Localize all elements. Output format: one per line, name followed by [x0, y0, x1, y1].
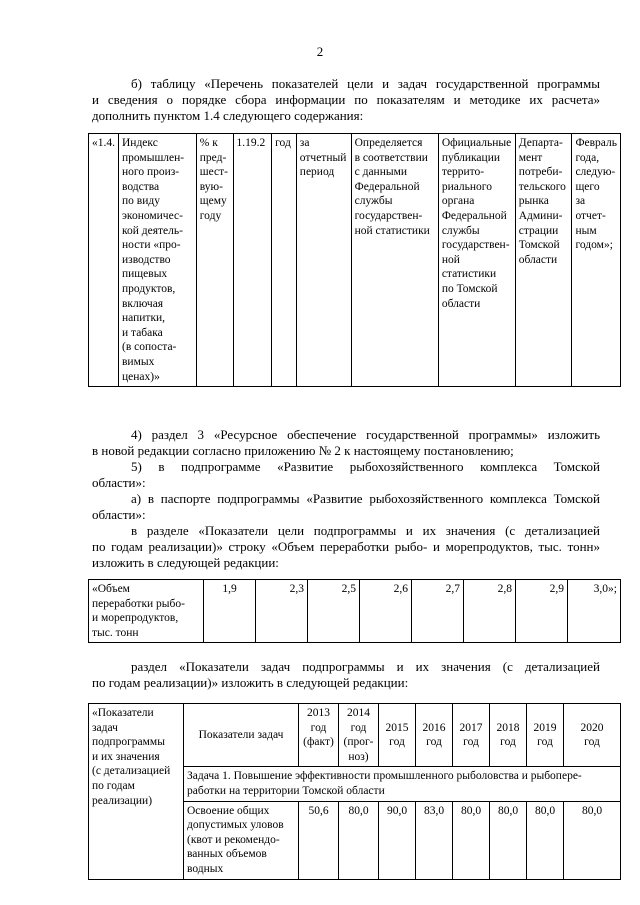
cell-task-title: Задача 1. Повышение эффективности промышленного рыболовства и рыбопере- работки на территории Томской области	[184, 767, 621, 801]
cell-value: 2,5	[308, 580, 360, 643]
cell-value: 2,9	[516, 580, 568, 643]
cell-value: 2,6	[360, 580, 412, 643]
text-line: а) в паспорте подпрограммы «Развитие рыбохозяйственного комплекса Томской	[131, 491, 600, 506]
cell-code: 1.19.2	[233, 134, 272, 387]
cell-year: 2017 год	[453, 704, 490, 767]
cell-year: 2014 год (прог- ноз)	[339, 704, 379, 767]
page-number: 2	[316, 44, 324, 59]
cell-value: 80,0	[339, 801, 379, 879]
cell-method: Определяется в соответствии с данными Федеральной службы государствен- ной статистики	[351, 134, 438, 387]
cell-row-label: Освоение общих допустимых уловов (квот и рекомендо- ванных объемов водных	[184, 801, 299, 879]
cell-value: 80,0	[527, 801, 564, 879]
indicator-table	[88, 133, 621, 387]
text-line: изложить в следующей редакции:	[92, 555, 279, 570]
table-row	[89, 134, 621, 387]
cell-value: 2,8	[464, 580, 516, 643]
cell-label: «Объем переработки рыбо- и морепродуктов, тыс. тонн	[89, 580, 204, 643]
cell-year: 2015 год	[379, 704, 416, 767]
cell-year: 2018 год	[490, 704, 527, 767]
cell-left-header: «Показатели задач подпрограммы и их значения (с детализацией по годам реализации)	[89, 704, 184, 880]
paragraph-goal-indicators	[92, 523, 600, 571]
text-line: 4) раздел 3 «Ресурсное обеспечение государственной программы» изложить	[131, 427, 600, 442]
text-line: б) таблицу «Перечень показателей цели и задач государственной программы	[131, 76, 600, 91]
processing-volume-table	[88, 579, 621, 643]
cell-value: 80,0	[490, 801, 527, 879]
cell-indicator: Индекс промышлен- ного произ- водства по виду экономичес- кой деятель- ности «про- изводство пищевых продуктов, включая напитки, и табака (в сопоста- вимых ценах)»	[119, 134, 197, 387]
text-line: дополнить пунктом 1.4 следующего содержания:	[92, 108, 364, 123]
text-line: в новой редакции согласно приложению № 2 к настоящему постановлению;	[92, 443, 514, 458]
cell-value: 83,0	[416, 801, 453, 879]
cell-value: 2,7	[412, 580, 464, 643]
cell-number: «1.4.	[89, 134, 119, 387]
cell-value: 50,6	[299, 801, 339, 879]
text-line: по годам реализации)» строку «Объем переработки рыбо- и морепродуктов, тыс. тонн»	[92, 539, 600, 554]
text-line: 5) в подпрограмме «Развитие рыбохозяйственного комплекса Томской	[131, 459, 600, 474]
cell-value: 1,9	[204, 580, 256, 643]
cell-value: 3,0»;	[568, 580, 621, 643]
cell-year: 2016 год	[416, 704, 453, 767]
paragraph-section-3	[92, 427, 600, 459]
cell-period: за отчетный период	[296, 134, 351, 387]
table-row	[89, 580, 621, 643]
cell-value: 80,0	[453, 801, 490, 879]
paragraph-passport	[92, 491, 600, 523]
cell-source: Официальные публикации террито- риального органа Федеральной службы государствен- ной статистики по Томской области	[438, 134, 515, 387]
paragraph-table-intro	[92, 76, 600, 124]
text-line: в разделе «Показатели цели подпрограммы и их значения (с детализацией	[131, 523, 600, 538]
text-line: области»:	[92, 475, 146, 490]
text-line: по годам реализации)» изложить в следующей редакции:	[92, 675, 409, 690]
cell-value: 90,0	[379, 801, 416, 879]
table-header-row	[89, 704, 621, 767]
cell-value: 2,3	[256, 580, 308, 643]
cell-value: 80,0	[564, 801, 621, 879]
task-indicators-table	[88, 703, 621, 880]
cell-indicator-header: Показатели задач	[184, 704, 299, 767]
text-line: раздел «Показатели задач подпрограммы и их значения (с детализацией	[131, 659, 600, 674]
cell-unit: % к пред- шест- вую- щему году	[196, 134, 233, 387]
text-line: области»:	[92, 507, 146, 522]
text-line: и сведения о порядке сбора информации по показателям и методике их расчета»	[92, 92, 600, 107]
paragraph-task-indicators	[92, 659, 600, 691]
paragraph-subprogram	[92, 459, 600, 491]
cell-deadline: Февраль года, следую- щего за отчет- ным годом»;	[572, 134, 621, 387]
cell-year: 2020 год	[564, 704, 621, 767]
cell-frequency: год	[272, 134, 297, 387]
cell-responsible: Департа- мент потреби- тельского рынка Админи- страции Томской области	[515, 134, 572, 387]
cell-year: 2019 год	[527, 704, 564, 767]
cell-year: 2013 год (факт)	[299, 704, 339, 767]
